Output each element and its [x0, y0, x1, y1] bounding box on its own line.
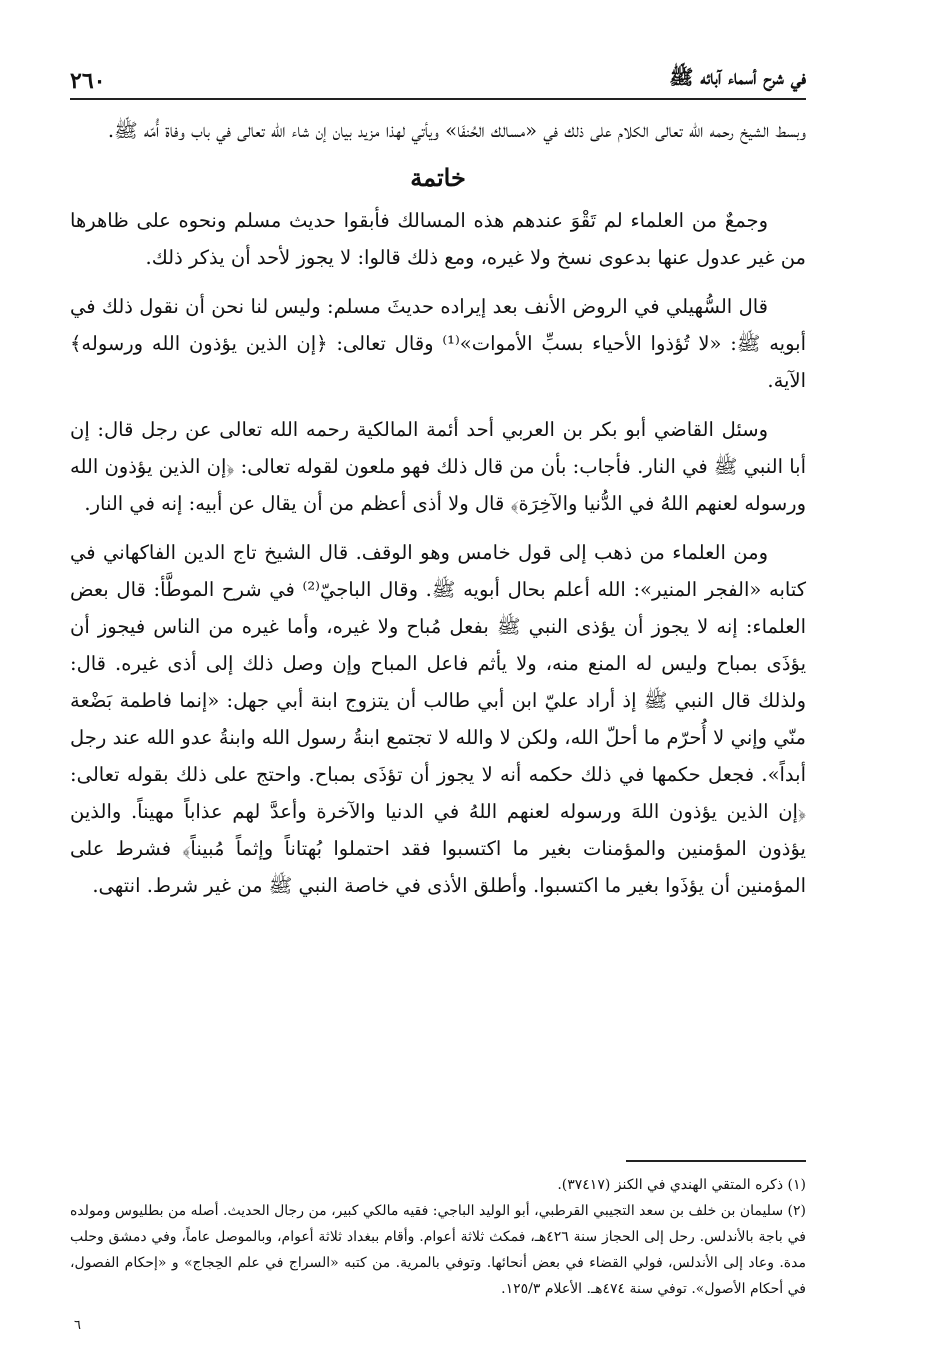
page-header: [70, 50, 806, 100]
paragraph-2: قال السُّهيلي في الروض الأنف بعد إيراده حديثَ مسلم: وليس لنا نحن أن نقول ذلك في أبويه ﷺ: «لا تُؤذوا الأحياء بسبِّ الأموات»⁽¹⁾ وقال تعالى: ﴿إن الذين يؤذون الله ورسوله﴾ الآية.: [70, 295, 806, 392]
footnote-divider: [626, 1160, 806, 1162]
paragraph-4: ومن العلماء من ذهب إلى قول خامس وهو الوقف. قال الشيخ تاج الدين الفاكهاني في كتابه «الفجر المنير»: الله أعلم بحال أبويه ﷺ. وقال الباجيّ⁽²⁾ في شرح الموطَّأ: قال بعض العلماء: إنه لا يجوز أن يؤذى النبي ﷺ بفعل مُباح ولا غيره، وأما غيره من الناس فيجوز أن يؤذَى بمباح وليس له المنع منه، ولا يأثم فاعل المباح وإن وصل ذلك إلى أذى غيره. قال: ولذلك قال النبي ﷺ إذ أراد عليّ ابن أبي طالب أن يتزوج ابنة أبي جهل: «إنما فاطمة بَضْعة منّي وإني لا أُحرّم ما أحلّ الله، ولكن لا والله لا تجتمع ابنةُ رسول الله وابنةُ عدو الله عند رجل أبداً». فجعل حكمها في ذلك حكمه أنه لا يجوز أن تؤذَى بمباح. واحتج على ذلك بقوله تعالى: ﴿إن الذين يؤذون اللهَ ورسوله لعنهم اللهُ في الدنيا والآخرة وأعدَّ لهم عذاباً مهيناً. والذين يؤذون المؤمنين والمؤمنات بغير ما اكتسبوا فقد احتملوا بُهتاناً وإثماً مُبيناً﴾ فشرط على المؤمنين أن يؤذَوا بغير ما اكتسبوا. وأطلق الأذى في خاصة النبي ﷺ من غير شرط. انتهى.: [70, 541, 806, 897]
footnotes: [70, 1172, 806, 1302]
signature-mark: ٦: [74, 1318, 81, 1333]
paragraph-intro: وبسط الشيخ رحمه الله تعالى الكلام على ذلك في «مسالك الحُنفَا» ويأتي لهذا مزيد بيان إن شاء الله تعالى في باب وفاة أُمّه ﷺ.: [107, 119, 806, 142]
paragraph-1: وجمعٌ من العلماء لم تَقْوَ عندهم هذه المسالك فأبقوا حديث مسلم ونحوه على ظاهرها من غير عدول عنها بدعوى نسخ ولا غيره، ومع ذلك قالوا: لا يجوز لأحد أن يذكر ذلك.: [70, 209, 806, 269]
running-title: في شرح أسماء آبائه ﷺ: [669, 65, 806, 89]
page-number: ٢٦٠: [70, 68, 106, 94]
paragraph-3: وسئل القاضي أبو بكر بن العربي أحد أئمة المالكية رحمه الله تعالى عن رجل قال: إن أبا النبي ﷺ في النار. فأجاب: بأن من قال ذلك فهو ملعون لقوله تعالى: ﴿إن الذين يؤذون الله ورسوله لعنهم اللهُ في الدُّنيا والآخِرَة﴾ قال ولا أذى أعظم من أن يقال عن أبيه: إنه في النار.: [70, 418, 806, 515]
footnote-2: (٢) سليمان بن خلف بن سعد التجيبي القرطبي، أبو الوليد الباجي: فقيه مالكي كبير، من رجال الحديث. أصله من بطليوس ومولده في باجة بالأندلس. رحل إلى الحجاز سنة ٤٢٦هـ، فمكث ثلاثة أعوام. وأقام ببغداد ثلاثة أعوام، وبالموصل عاماً، وفي دمشق وحلب مدة. وعاد إلى الأندلس، فولي القضاء في بعض أنحائها. وتوفي بالمرية. من كتبه «السراج في علم الحِجاج» و «إحكام الفصول، في أحكام الأصول». توفي سنة ٤٧٤هـ. الأعلام ١٢٥/٣.: [70, 1203, 806, 1297]
section-heading: خاتمة: [410, 163, 466, 192]
main-text: [70, 112, 806, 916]
footnote-1: (١) ذكره المتقي الهندي في الكنز (٣٧٤١٧).: [557, 1177, 806, 1193]
